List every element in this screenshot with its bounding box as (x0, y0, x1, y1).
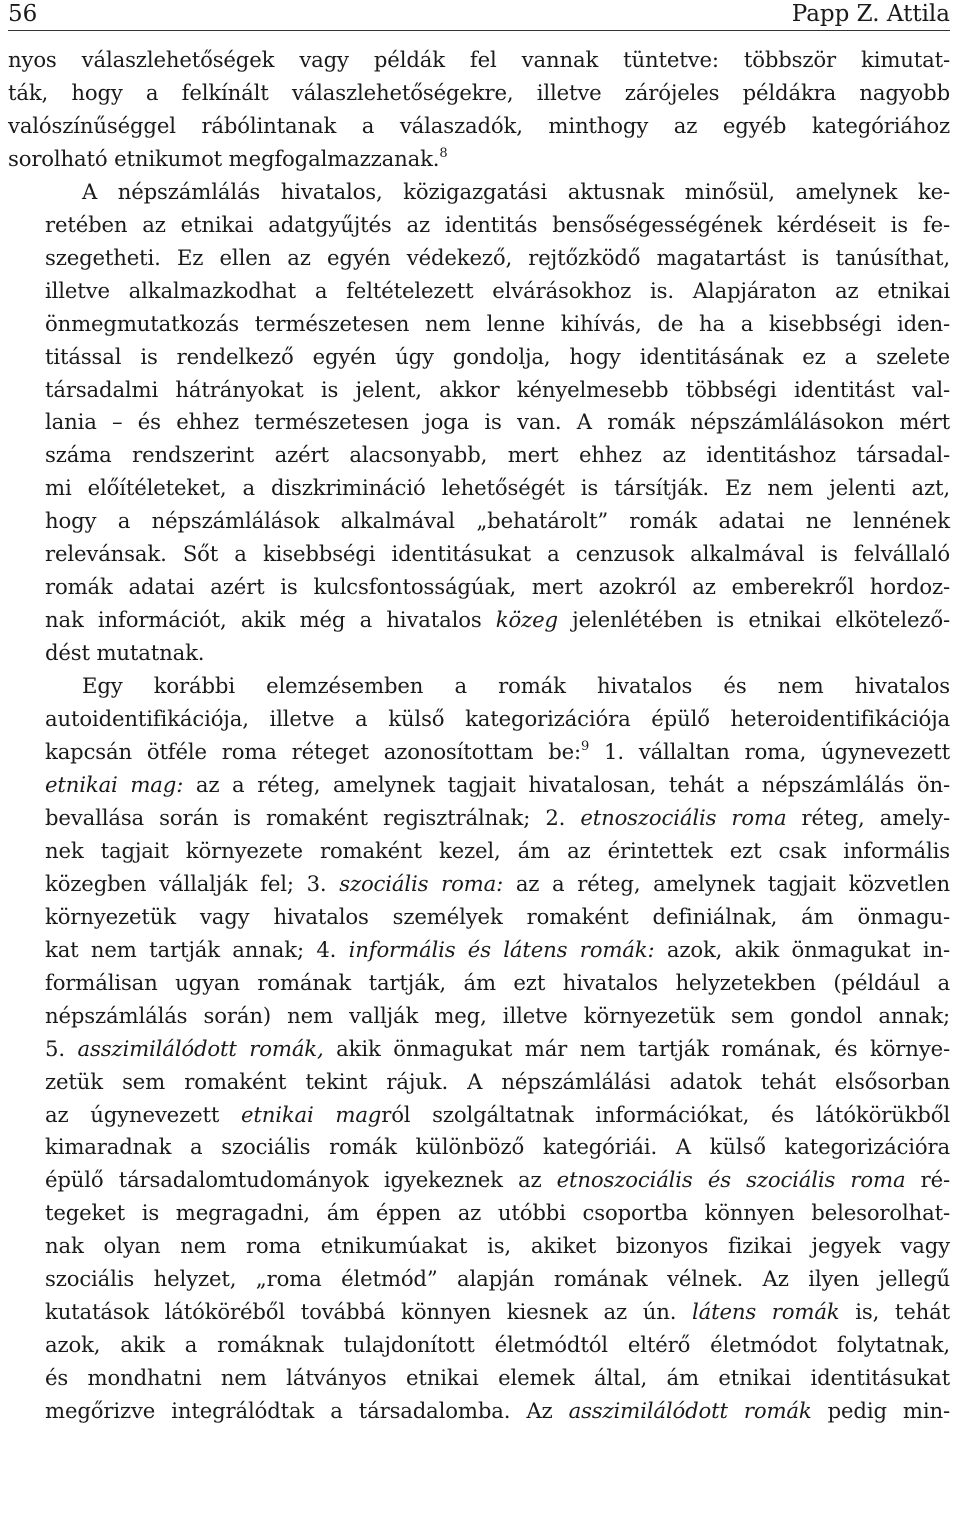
text-run: környezetük vagy hivatalos személyek romaként definiálnak, ám önmagu- (45, 903, 950, 929)
text-run: illetve alkalmazkodhat a feltételezett elvárásokhoz is. Alapjáraton az etnikai (45, 277, 950, 303)
italic-term: informális és látens romák: (348, 936, 655, 962)
text-run: nyos válaszlehetőségek vagy példák fel vannak tüntetve: többször kimutat- (8, 47, 950, 72)
text-line (8, 242, 950, 275)
italic-term: etnoszociális roma (580, 804, 787, 830)
text-line (8, 143, 950, 176)
page-number: 56 (8, 1, 38, 27)
text-run: ról szolgáltatnak információkat, és látókörükből (381, 1101, 950, 1127)
text-line (8, 1263, 950, 1296)
text-run: kimaradnak a szociális romák különböző kategóriái. A külső kategorizációra (45, 1134, 950, 1160)
text-run: A népszámlálás hivatalos, közigazgatási aktusnak minősül, amelynek ke- (82, 178, 950, 204)
text-line (8, 571, 950, 604)
text-run: ré- (905, 1167, 950, 1193)
text-line (8, 1131, 950, 1164)
text-run: az a réteg, amelynek tagjait hivatalosan, tehát a népszámlálás ön- (183, 771, 950, 797)
text-run: jelenlétében is etnikai elkötelező- (557, 607, 950, 633)
text-line (8, 374, 950, 407)
text-run: kapcsán ötféle roma réteget azonosítottam be: (45, 739, 582, 765)
text-line (8, 505, 950, 538)
text-run: mi előítéleteket, a diszkrimináció lehetőségét is társítják. Ez nem jelenti azt, (45, 475, 950, 501)
text-line (8, 439, 950, 472)
text-line (8, 1000, 950, 1033)
text-line (8, 1066, 950, 1099)
text-line (8, 967, 950, 1000)
text-run: száma rendszerint azért alacsonyabb, mert ehhez az identitáshoz társadal- (45, 442, 950, 468)
text-run: dést mutatnak. (45, 640, 205, 666)
text-run: pedig min- (811, 1398, 951, 1424)
text-run: épülő társadalomtudományok igyekeznek az (45, 1167, 557, 1193)
text-run: kutatások látóköréből továbbá könnyen kiesnek az ún. (45, 1299, 692, 1325)
text-line (8, 802, 950, 835)
text-run: formálisan ugyan romának tartják, ám ezt hivatalos helyzetekben (például a (45, 969, 950, 995)
text-run: népszámlálás során) nem vallják meg, illetve környezetük sem gondol annak; (45, 1002, 950, 1028)
italic-term: etnikai mag (240, 1101, 382, 1127)
text-line (8, 703, 950, 736)
italic-term: látens romák (692, 1299, 840, 1325)
text-line (8, 1197, 950, 1230)
italic-term: szociális roma: (339, 870, 504, 896)
text-run: ták, hogy a felkínált válaszlehetőségekre, illetve zárójeles példákra nagyobb (8, 79, 950, 105)
text-line (8, 835, 950, 868)
text-run: titással is rendelkező egyén úgy gondolja, hogy identitásának ez a szelete (45, 343, 950, 369)
text-run: önmegmutatkozás természetesen nem lenne kihívás, de ha a kisebbségi iden- (45, 310, 950, 336)
text-line (8, 1033, 950, 1066)
text-line (8, 538, 950, 571)
text-run: retében az etnikai adatgyűjtés az identitás bensőségességének kérdéseit is fe- (45, 211, 950, 237)
text-run: 5. (45, 1035, 78, 1061)
text-line (8, 406, 950, 439)
paragraph (8, 176, 950, 670)
text-line (8, 868, 950, 901)
text-line (8, 670, 950, 703)
text-run: is, tehát (839, 1299, 950, 1325)
text-run: az a réteg, amelynek tagjait közvetlen (503, 870, 950, 896)
text-run: relevánsak. Sőt a kisebbségi identitásukat a cenzusok alkalmával is felvállaló (45, 541, 950, 567)
text-line (8, 308, 950, 341)
text-run: valószínűséggel rábólintanak a válaszadók, minthogy az egyéb kategóriához (8, 112, 950, 138)
paragraph (8, 670, 950, 1428)
text-line (8, 1395, 950, 1428)
text-run: szociális helyzet, „roma életmód” alapján romának vélnek. Az ilyen jellegű (45, 1266, 950, 1292)
running-author: Papp Z. Attila (791, 1, 950, 27)
text-line (8, 1164, 950, 1197)
text-line (8, 769, 950, 802)
text-run: zetük sem romaként tekint rájuk. A népszámlálási adatok tehát elsősorban (45, 1068, 950, 1094)
text-run: megőrizve integrálódtak a társadalomba. Az (45, 1398, 569, 1424)
text-line (8, 176, 950, 209)
text-run: nek tagjait környezete romaként kezel, ám az érintettek ezt csak informális (45, 837, 950, 863)
text-run: romák adatai azért is kulcsfontosságúak, mert azokról az emberekről hordoz- (45, 574, 950, 600)
text-line (8, 1362, 950, 1395)
text-run: hogy a népszámlálások alkalmával „behatárolt” romák adatai ne lennének (45, 508, 950, 534)
italic-term: etnikai mag: (45, 771, 184, 797)
text-line (8, 275, 950, 308)
text-run: bevallása során is romaként regisztrálnak; 2. (45, 804, 581, 830)
text-line (8, 1230, 950, 1263)
text-line (8, 604, 950, 637)
italic-term: asszimilálódott romák (568, 1398, 812, 1424)
text-run: lania – és ehhez természetesen joga is van. A romák népszámlálásokon mért (45, 409, 950, 435)
text-run: 1. vállaltan roma, úgynevezett (589, 739, 950, 765)
text-run: akik önmagukat már nem tartják romának, és környe- (323, 1035, 950, 1061)
text-run: szegetheti. Ez ellen az egyén védekező, rejtőzködő magatartást is tanúsíthat, (45, 244, 950, 270)
text-run: kat nem tartják annak; 4. (45, 936, 349, 962)
text-line (8, 637, 950, 670)
italic-term: asszimilálódott romák, (77, 1035, 324, 1061)
text-run: azok, akik önmagukat in- (654, 936, 950, 962)
text-run: közegben vállalják fel; 3. (45, 870, 340, 896)
body-text (8, 44, 950, 1428)
text-line (8, 209, 950, 242)
text-run: és mondhatni nem látványos etnikai elemek által, ám etnikai identitásukat (45, 1365, 950, 1391)
text-line (8, 934, 950, 967)
text-line (8, 472, 950, 505)
text-line (8, 44, 950, 77)
italic-term: etnoszociális és szociális roma (556, 1167, 906, 1193)
text-run: azok, akik a romáknak tulajdonított életmódtól eltérő életmódot folytatnak, (45, 1332, 950, 1358)
text-run: az úgynevezett (45, 1101, 241, 1127)
text-run: nak információt, akik még a hivatalos (45, 607, 496, 633)
text-line (8, 341, 950, 374)
text-line (8, 77, 950, 110)
text-line (8, 901, 950, 934)
text-line (8, 110, 950, 143)
footnote-reference[interactable]: 8 (439, 145, 448, 161)
footnote-reference[interactable]: 9 (581, 739, 590, 755)
text-line (8, 1099, 950, 1132)
text-run: társadalmi hátrányokat is jelent, akkor kényelmesebb többségi identitást val- (45, 376, 950, 402)
paragraph (8, 44, 950, 176)
text-line (8, 1296, 950, 1329)
text-run: Egy korábbi elemzésemben a romák hivatalos és nem hivatalos (82, 673, 950, 699)
text-line (8, 736, 950, 769)
text-run: tegeket is megragadni, ám éppen az utóbbi csoportba könnyen belesorolhat- (45, 1200, 950, 1226)
running-header (8, 0, 950, 31)
text-run: réteg, amely- (786, 804, 950, 830)
text-run: nak olyan nem roma etnikumúakat is, akiket bizonyos fizikai jegyek vagy (45, 1233, 950, 1259)
text-run: sorolható etnikumot megfogalmazzanak. (8, 145, 440, 171)
text-line (8, 1329, 950, 1362)
text-run: autoidentifikációja, illetve a külső kategorizációra épülő heteroidentifikációja (45, 706, 950, 732)
italic-term: közeg (495, 607, 558, 633)
